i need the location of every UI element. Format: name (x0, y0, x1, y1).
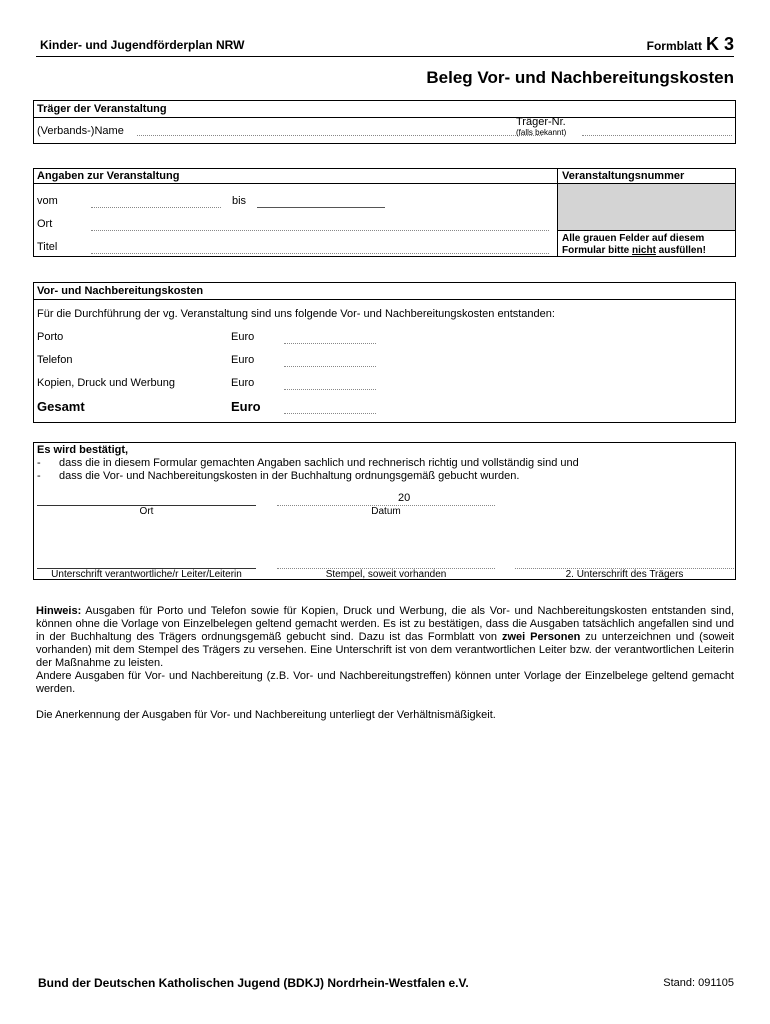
kopien-field[interactable] (284, 377, 376, 390)
header-rule (36, 56, 734, 57)
titel-field[interactable] (91, 241, 549, 254)
document-title: Beleg Vor- und Nachbereitungskosten (426, 68, 734, 87)
bestaetigung-item-2: dass die Vor- und Nachbereitungskosten in der Buchhaltung ordnungsgemäß gebucht wurden. (59, 470, 520, 482)
name-field[interactable] (137, 123, 542, 136)
ort-label: Ort (37, 218, 53, 230)
signature-1-label: Unterschrift verantwortliche/r Leiter/Leiterin (51, 569, 242, 580)
year-prefix: 20 (398, 492, 411, 504)
gray-note-line2 (562, 245, 706, 257)
titel-label: Titel (37, 241, 58, 253)
gray-note-line1: Alle grauen Felder auf diesem (562, 233, 705, 244)
hinweis-paragraph-1 (36, 605, 734, 670)
veranstaltung-left-title (34, 169, 558, 184)
veranstaltungsnummer-title: Veranstaltungsnummer (562, 170, 685, 182)
ort-sign-label: Ort (139, 506, 154, 517)
gray-fields-note (562, 233, 706, 257)
traeger-section (33, 100, 736, 144)
bestaetigung-title: Es wird bestätigt, (37, 444, 129, 456)
footer-organization: Bund der Deutschen Katholischen Jugend (BDKJ) Nordrhein-Westfalen e.V. (38, 976, 469, 990)
kopien-unit: Euro (231, 377, 255, 389)
veranstaltung-section (33, 168, 736, 257)
signature-1-field[interactable] (37, 558, 256, 569)
gesamt-label: Gesamt (37, 399, 85, 414)
gray-note-part-c: ausfüllen! (655, 245, 706, 256)
telefon-field[interactable] (284, 354, 376, 367)
kosten-section (33, 282, 736, 423)
kopien-label: Kopien, Druck und Werbung (37, 377, 175, 389)
hinweis-text-b: zu unterzeichnen und (soweit vorhanden) mit dem Stempel des Trägers zu versehen. Eine Unterschrift ist von dem verantwortlichen Leiter bzw. der verantwortlichen Leiterin der Maßnahme zu leisten. (36, 631, 734, 669)
stempel-field[interactable] (277, 558, 495, 569)
hinweis-zwei-personen: zwei Personen (502, 631, 581, 643)
vom-label: vom (37, 195, 58, 207)
nummer-title-cell (558, 169, 735, 184)
gray-note-part-a: Formular bitte (562, 245, 633, 256)
signature-2-field[interactable] (515, 558, 734, 569)
telefon-unit: Euro (231, 354, 255, 366)
hinweis-paragraph-2: Andere Ausgaben für Vor- und Nachbereitung (z.B. Vor- und Nachbereitungstreffen) können unter Vorlage der Einzelbelege geltend gemacht werden. (36, 670, 734, 695)
form-code: K 3 (705, 34, 734, 54)
telefon-label: Telefon (37, 354, 73, 366)
porto-label: Porto (37, 331, 64, 343)
bis-field[interactable] (257, 195, 385, 208)
bestaetigung-section (33, 442, 736, 580)
traeger-nr-hint: (falls bekannt) (516, 128, 567, 137)
program-title: Kinder- und Jugendförderplan NRW (40, 38, 245, 52)
hinweis-lead: Hinweis: (36, 605, 82, 617)
hinweis-paragraph-3: Die Anerkennung der Ausgaben für Vor- und Nachbereitung unterliegt der Verhältnismäßigkeit. (36, 709, 496, 721)
traeger-section-title: Träger der Veranstaltung (34, 101, 735, 118)
datum-field[interactable] (277, 493, 495, 506)
porto-field[interactable] (284, 331, 376, 344)
hinweis-text-a: Ausgaben für Porto und Telefon sowie für Kopien, Druck und Werbung, die als Vor- und Nachbereitungskosten entstanden sind, können ohne die Vorlage von Einzelbelegen geltend gemacht werden. Es ist zu bestätigen, dass die Ausgaben tatsächlich angefallen sind und in der Buchhaltung des Trägers ordnungsgemäß gebucht sind. Dazu ist das Formblatt von (36, 605, 734, 643)
gesamt-unit: Euro (231, 399, 261, 414)
ort-sign-field[interactable] (37, 493, 256, 506)
bestaetigung-dash-2: - (37, 470, 41, 482)
footer-stand: Stand: 091105 (663, 977, 734, 989)
veranstaltung-section-title: Angaben zur Veranstaltung (37, 170, 180, 182)
veranstaltungsnummer-gray-field (558, 184, 735, 231)
datum-label: Datum (371, 506, 401, 517)
gesamt-field[interactable] (284, 401, 376, 414)
kosten-section-title: Vor- und Nachbereitungskosten (34, 283, 735, 300)
porto-unit: Euro (231, 331, 255, 343)
traeger-nr-field[interactable] (582, 123, 732, 136)
traeger-nr-label: Träger-Nr. (516, 116, 566, 128)
gray-note-nicht: nicht (632, 245, 656, 256)
kosten-intro: Für die Durchführung der vg. Veranstaltung sind uns folgende Vor- und Nachbereitungskosten entstanden: (37, 308, 555, 320)
bis-label: bis (232, 195, 247, 207)
form-label (647, 34, 734, 55)
bestaetigung-item-1: dass die in diesem Formular gemachten Angaben sachlich und rechnerisch richtig und vollständig sind und (59, 457, 579, 469)
signature-2-label: 2. Unterschrift des Trägers (565, 569, 684, 580)
name-label: (Verbands-)Name (37, 125, 124, 137)
ort-field[interactable] (91, 218, 549, 231)
bestaetigung-dash-1: - (37, 457, 41, 469)
form-label-text: Formblatt (646, 39, 702, 53)
stempel-label: Stempel, soweit vorhanden (325, 569, 447, 580)
vom-field[interactable] (91, 195, 221, 208)
hinweis-block (36, 605, 734, 722)
